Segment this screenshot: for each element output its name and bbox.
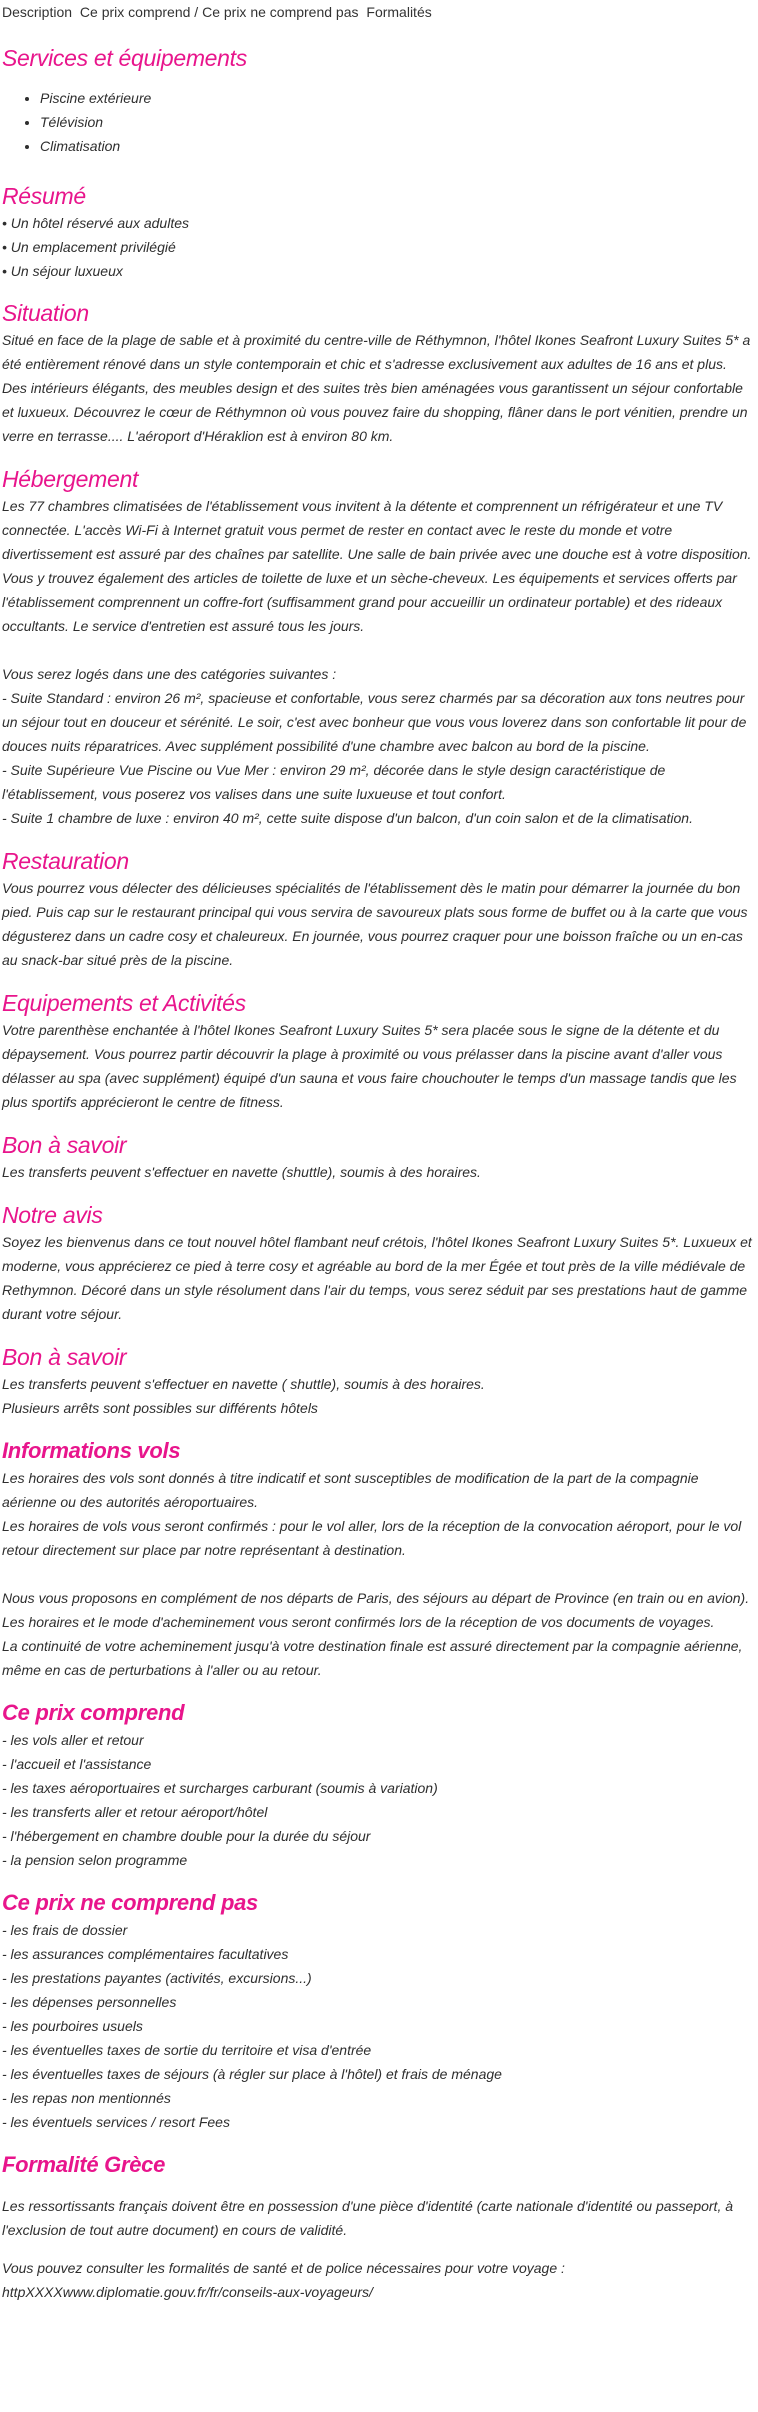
prix-comprend-list: [2, 1728, 755, 1872]
infos-vols-text: Les horaires et le mode d'acheminement vous seront confirmés lors de la réception de vos documents de voyages.: [2, 1614, 715, 1630]
hebergement-suite-standard: - Suite Standard : environ 26 m², spacieuse et confortable, vous serez charmés par sa décoration aux tons neutres pour un séjour tout en douceur et sérénité. Le soir, c'est avec bonheur que vous vous loverez dans son confortable lit pour de douces nuits réparatrices. Avec supplément possibilité d'une chambre avec balcon au bord de la piscine.: [2, 690, 747, 754]
list-item: - les pourboires usuels: [2, 2018, 143, 2034]
list-item: - les prestations payantes (activités, excursions...): [2, 1970, 312, 1986]
formalite-title: Formalité Grèce: [2, 2152, 166, 2177]
restauration-title: Restauration: [2, 848, 129, 874]
bon-a-savoir-title: Bon à savoir: [2, 1132, 127, 1158]
list-item: - les éventuelles taxes de séjours (à régler sur place à l'hôtel) et frais de ménage: [2, 2066, 502, 2082]
prix-ne-comprend-list: [2, 1918, 755, 2134]
hebergement-text: Les 77 chambres climatisées de l'établissement vous invitent à la détente et comprennent un réfrigérateur et une TV connectée. L'accès Wi-Fi à Internet gratuit vous permet de rester en contact avec le reste du monde et votre divertissement est assuré par des chaînes par satellite. Une salle de bain privée avec une douche est à votre disposition. Vous y trouvez également des articles de toilette de luxe et un sèche-cheveux. Les équipements et services offerts par l'établissement comprennent un coffre-fort (suffisamment grand pour accueillir un ordinateur portable) et des rideaux occultants. Le service d'entretien est assuré tous les jours.: [2, 498, 752, 634]
list-item: - les éventuelles taxes de sortie du territoire et visa d'entrée: [2, 2042, 372, 2058]
infos-vols-title: Informations vols: [2, 1438, 181, 1463]
tab-prix[interactable]: Ce prix comprend / Ce prix ne comprend pas: [79, 4, 359, 20]
infos-vols-text: Nous vous proposons en complément de nos départs de Paris, des séjours au départ de Province (en train ou en avion).: [2, 1590, 750, 1606]
hebergement-categories-intro: Vous serez logés dans une des catégories suivantes :: [2, 666, 337, 682]
list-item: • Piscine extérieure: [40, 86, 755, 110]
resume-title: Résumé: [2, 183, 86, 209]
tab-formalites[interactable]: Formalités: [366, 4, 432, 20]
prix-ne-comprend-title: Ce prix ne comprend pas: [2, 1890, 258, 1915]
bon-a-savoir-2-line: Plusieurs arrêts sont possibles sur différents hôtels: [2, 1400, 318, 1416]
infos-vols-text: Les horaires des vols sont donnés à titre indicatif et sont susceptibles de modification de la part de la compagnie aérienne ou des autorités aéroportuaires.: [2, 1470, 699, 1510]
equipements-title: Equipements et Activités: [2, 990, 246, 1016]
list-item: - la pension selon programme: [2, 1852, 188, 1868]
tab-description[interactable]: Description: [2, 4, 73, 20]
list-item: - les taxes aéroportuaires et surcharges carburant (soumis à variation): [2, 1780, 438, 1796]
hebergement-suite-luxe: - Suite 1 chambre de luxe : environ 40 m², cette suite dispose d'un balcon, d'un coin salon et de la climatisation.: [2, 810, 693, 826]
list-item: • Un hôtel réservé aux adultes: [2, 215, 190, 231]
list-item: • Télévision: [40, 110, 755, 134]
infos-vols-text: La continuité de votre acheminement jusqu'à votre destination finale est assuré directement par la compagnie aérienne, même en cas de perturbations à l'aller ou au retour.: [2, 1638, 743, 1678]
services-title: Services et équipements: [2, 45, 247, 71]
bon-a-savoir-2-title: Bon à savoir: [2, 1344, 127, 1370]
services-list: [2, 86, 755, 158]
formalite-text: Vous pouvez consulter les formalités de santé et de police nécessaires pour votre voyage :: [2, 2260, 565, 2276]
list-item: - les dépenses personnelles: [2, 1994, 177, 2010]
resume-list: [2, 211, 755, 283]
situation-text: Situé en face de la plage de sable et à proximité du centre-ville de Réthymnon, l'hôtel Ikones Seafront Luxury Suites 5* a été entièrement rénové dans un style contemporain et chic et s'adresse exclusivement aux adultes de 16 ans et plus. Des intérieurs élégants, des meubles design et des suites très bien aménagées vous garantissent un séjour confortable et luxueux. Découvrez le cœur de Réthymnon où vous pouvez faire du shopping, flâner dans le port vénitien, prendre un verre en terrasse.... L'aéroport d'Héraklion est à environ 80 km.: [2, 332, 751, 444]
restauration-text: Vous pourrez vous délecter des délicieuses spécialités de l'établissement dès le matin pour démarrer la journée du bon pied. Puis cap sur le restaurant principal qui vous servira de savoureux plats sous forme de buffet ou à la carte que vous dégusterez dans un cadre cosy et chaleureux. En journée, vous pourrez craquer pour une boisson fraîche ou un en-cas au snack-bar situé près de la piscine.: [2, 880, 748, 968]
formalite-link[interactable]: httpXXXXwww.diplomatie.gouv.fr/fr/conseils-aux-voyageurs/: [2, 2284, 373, 2300]
list-item: • Climatisation: [40, 134, 755, 158]
infos-vols-text: Les horaires de vols vous seront confirmés : pour le vol aller, lors de la réception de la convocation aéroport, pour le vol retour directement sur place par notre représentant à destination.: [2, 1518, 742, 1558]
list-item: - l'hébergement en chambre double pour la durée du séjour: [2, 1828, 371, 1844]
list-item: - les repas non mentionnés: [2, 2090, 171, 2106]
equipements-text: Votre parenthèse enchantée à l'hôtel Ikones Seafront Luxury Suites 5* sera placée sous le signe de la détente et du dépaysement. Vous pourrez partir découvrir la plage à proximité ou vous prélasser dans la piscine avant d'aller vous délasser au spa (avec supplément) équipé d'un sauna et vous faire chouchouter le temps d'un massage tandis que les plus sportifs apprécieront le centre de fitness.: [2, 1022, 737, 1110]
formalite-text: Les ressortissants français doivent être en possession d'une pièce d'identité (carte nationale d'identité ou passeport, à l'exclusion de tout autre document) en cours de validité.: [2, 2198, 734, 2238]
list-item: - les vols aller et retour: [2, 1732, 144, 1748]
notre-avis-title: Notre avis: [2, 1202, 103, 1228]
list-item: - l'accueil et l'assistance: [2, 1756, 152, 1772]
prix-comprend-title: Ce prix comprend: [2, 1700, 185, 1725]
tab-bar: [2, 0, 755, 22]
list-item: - les frais de dossier: [2, 1922, 128, 1938]
list-item: - les éventuels services / resort Fees: [2, 2114, 230, 2130]
hebergement-title: Hébergement: [2, 466, 139, 492]
bon-a-savoir-text: Les transferts peuvent s'effectuer en navette (shuttle), soumis à des horaires.: [2, 1164, 481, 1180]
notre-avis-text: Soyez les bienvenus dans ce tout nouvel hôtel flambant neuf crétois, l'hôtel Ikones Seafront Luxury Suites 5*. Luxueux et moderne, vous apprécierez ce pied à terre cosy et agréable au bord de la mer Égée et tout près de la ville médiévale de Rethymnon. Décoré dans un style résolument dans l'air du temps, vous serez séduit par ses prestations haut de gamme durant votre séjour.: [2, 1234, 752, 1322]
list-item: • Un emplacement privilégié: [2, 239, 176, 255]
list-item: - les assurances complémentaires facultatives: [2, 1946, 289, 1962]
situation-title: Situation: [2, 300, 89, 326]
bon-a-savoir-2-line: Les transferts peuvent s'effectuer en navette ( shuttle), soumis à des horaires.: [2, 1376, 485, 1392]
list-item: • Un séjour luxueux: [2, 263, 123, 279]
hebergement-suite-superieure: - Suite Supérieure Vue Piscine ou Vue Mer : environ 29 m², décorée dans le style design caractéristique de l'établissement, vous poserez vos valises dans une suite luxueuse et tout confort.: [2, 762, 666, 802]
list-item: - les transferts aller et retour aéroport/hôtel: [2, 1804, 268, 1820]
